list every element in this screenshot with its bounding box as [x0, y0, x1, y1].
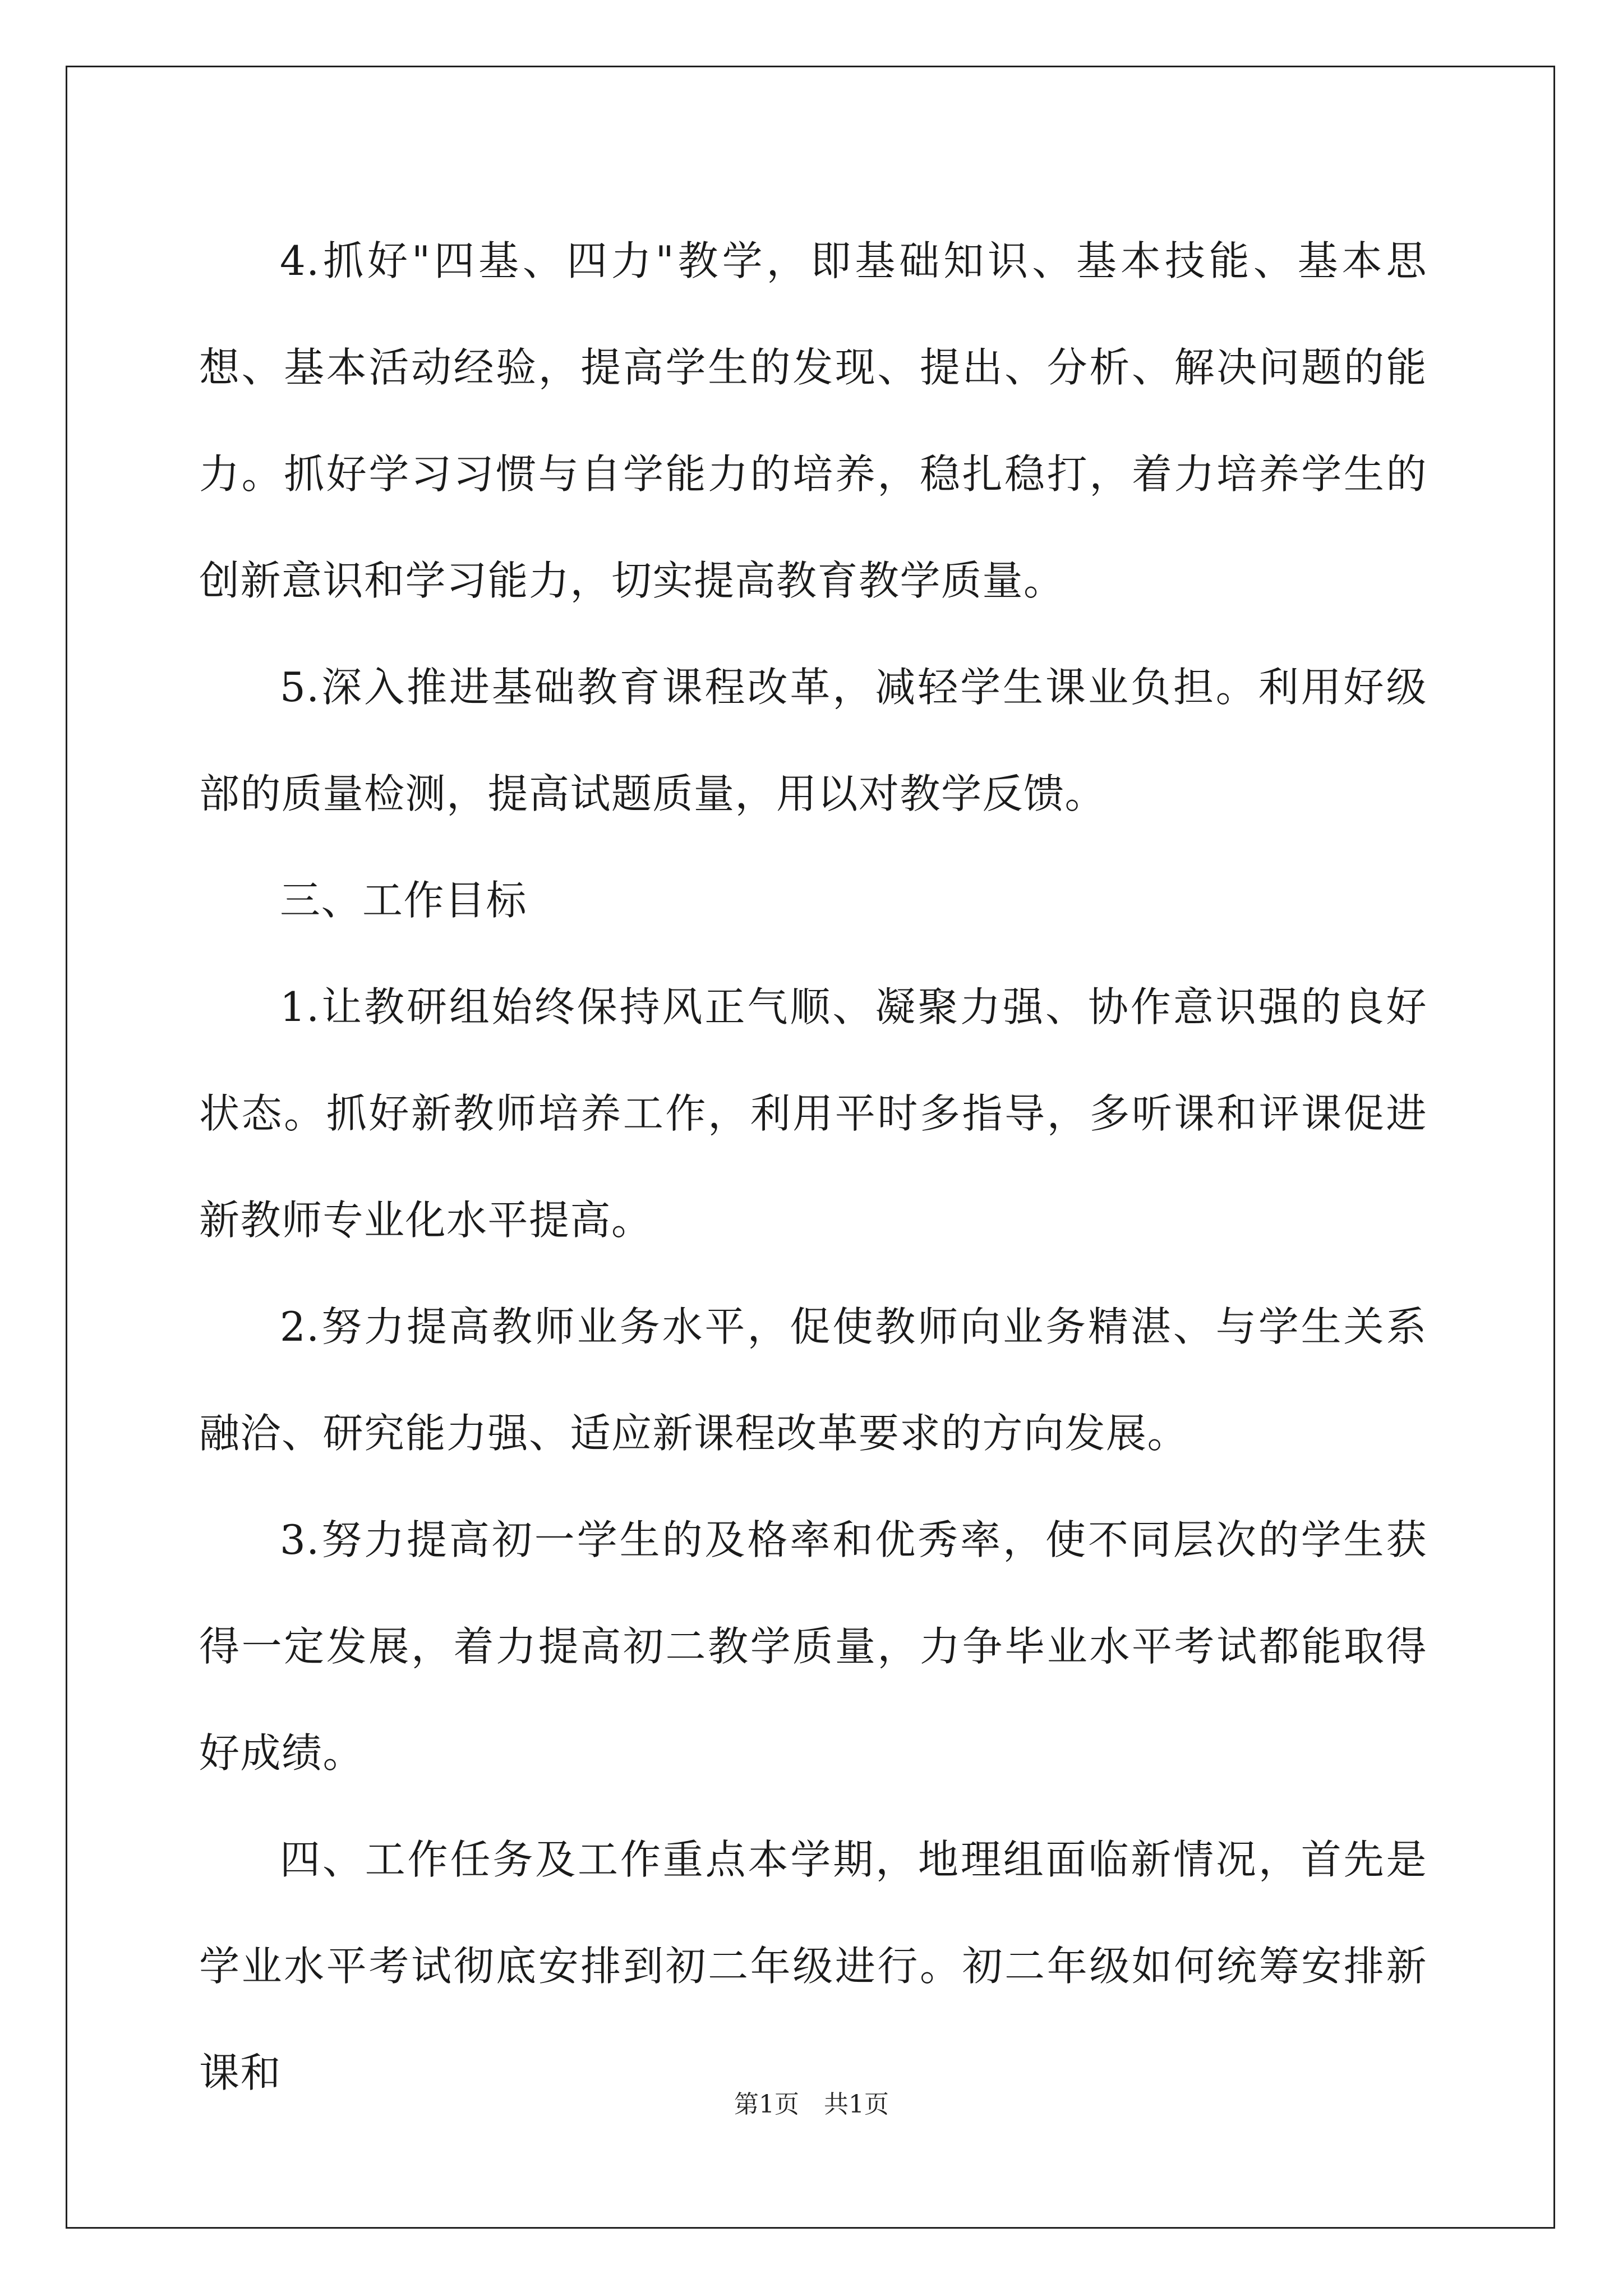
paragraph-4: 2.努力提高教师业务水平，促使教师向业务精湛、与学生关系融洽、研究能力强、适应新课程改革要求的方向发展。: [199, 1303, 1427, 1457]
page-number-footer: 第1页 共1页: [734, 2090, 889, 2119]
paragraph-1: 4.抓好"四基、四力"教学，即基础知识、基本技能、基本思想、基本活动经验，提高学生的发现、提出、分析、解决问题的能力。抓好学习习惯与自学能力的培养，稳扎稳打，着力培养学生的创新意识和学习能力，切实提高教育教学质量。: [199, 237, 1427, 604]
paragraph-5: 3.努力提高初一学生的及格率和优秀率，使不同层次的学生获得一定发展，着力提高初二教学质量，力争毕业水平考试都能取得好成绩。: [199, 1516, 1427, 1777]
document-body: [199, 208, 1427, 2126]
paragraph-3: 1.让教研组始终保持风正气顺、凝聚力强、协作意识强的良好状态。抓好新教师培养工作，利用平时多指导，多听课和评课促进新教师专业化水平提高。: [199, 983, 1427, 1244]
paragraph-2: 5.深入推进基础教育课程改革，减轻学生课业负担。利用好级部的质量检测，提高试题质量，用以对教学反馈。: [199, 664, 1427, 817]
paragraph-6: 四、工作任务及工作重点本学期，地理组面临新情况，首先是学业水平考试彻底安排到初二年级进行。初二年级如何统筹安排新课和: [199, 1836, 1427, 2096]
section-heading-goals: 三、工作目标: [280, 877, 528, 924]
